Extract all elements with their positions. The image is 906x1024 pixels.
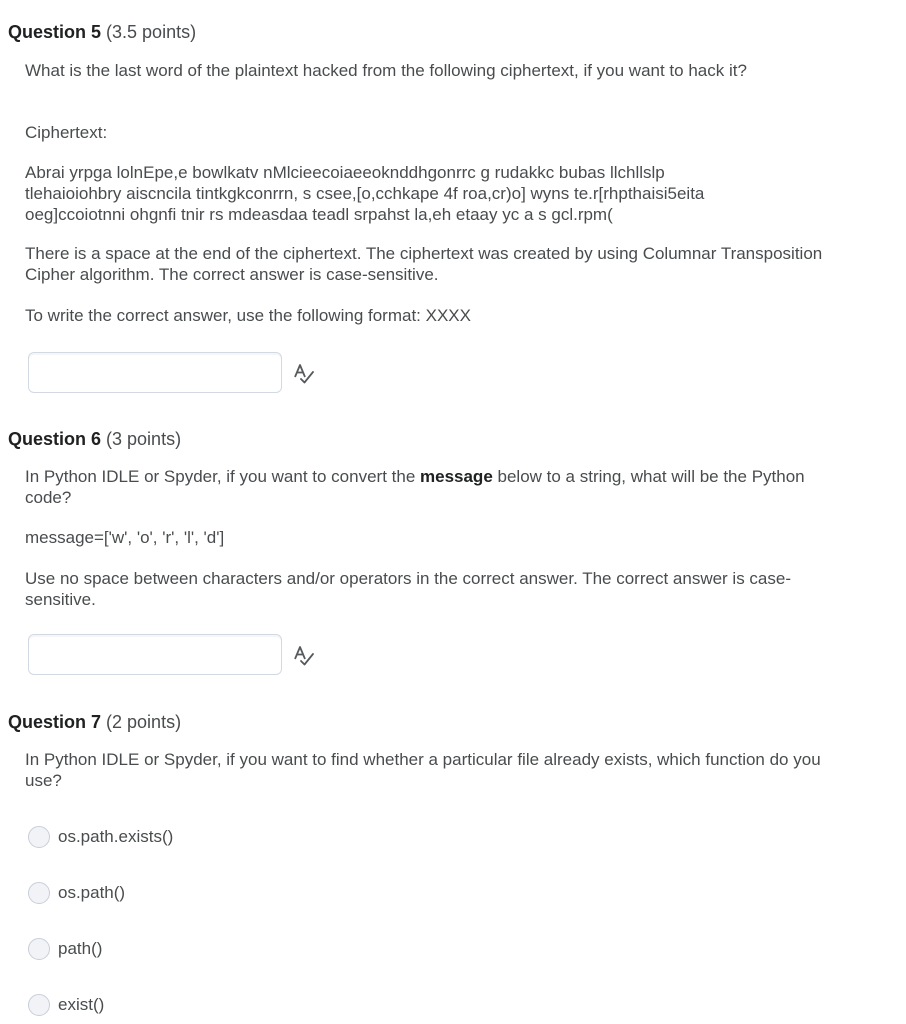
radio-button[interactable]: [28, 938, 50, 960]
option-label: exist(): [58, 995, 105, 1014]
question-label: Question 5: [8, 22, 102, 42]
option-path[interactable]: [28, 936, 102, 962]
question-5-prompt: What is the last word of the plaintext hacked from the following ciphertext, if you want to hack it?: [25, 61, 747, 80]
question-6-code: message=['w', 'o', 'r', 'l', 'd']: [25, 528, 225, 547]
question-5-format: To write the correct answer, use the following format: XXXX: [25, 306, 471, 325]
radio-button[interactable]: [28, 826, 50, 848]
ciphertext-line: oeg]ccoiotnni ohgnfi tnir rs mdeasdaa teadl srpahst la,eh etaay yc a s gcl.rpm(: [25, 205, 613, 224]
option-os-path[interactable]: [28, 880, 125, 906]
question-7-title: [8, 712, 181, 733]
question-points: (3 points): [106, 429, 182, 449]
spell-check-icon[interactable]: [290, 361, 316, 385]
question-points: (3.5 points): [106, 22, 197, 42]
radio-button[interactable]: [28, 882, 50, 904]
question-label: Question 6: [8, 429, 102, 449]
prompt-text: In Python IDLE or Spyder, if you want to convert the: [25, 467, 420, 486]
prompt-text: below to a string, what will be the Python code?: [25, 467, 805, 507]
option-exist[interactable]: [28, 992, 104, 1018]
question-6-title: [8, 429, 181, 450]
prompt-emphasis: message: [420, 467, 493, 486]
question-6-answer-input[interactable]: [28, 634, 282, 675]
option-label: os.path.exists(): [58, 827, 174, 846]
question-6-note: Use no space between characters and/or operators in the correct answer. The correct answer is case-sensitive.: [25, 569, 792, 609]
question-label: Question 7: [8, 712, 102, 732]
spell-check-icon[interactable]: [290, 643, 316, 667]
option-os-path-exists[interactable]: [28, 824, 173, 850]
radio-button[interactable]: [28, 994, 50, 1016]
question-points: (2 points): [106, 712, 182, 732]
question-6-prompt: [25, 466, 825, 508]
question-5-answer-input[interactable]: [28, 352, 282, 393]
question-5-note: There is a space at the end of the ciphertext. The ciphertext was created by using Columnar Transposition Cipher algorithm. The correct answer is case-sensitive.: [25, 244, 823, 284]
ciphertext-line: tlehaioiohbry aiscncila tintkgkconrrn, s csee,[o,cchkape 4f roa,cr)o] wyns te.r[rhpthaisi5eita: [25, 184, 705, 203]
option-label: path(): [58, 939, 103, 958]
question-7-prompt: In Python IDLE or Spyder, if you want to find whether a particular file already exists, which function do you use?: [25, 750, 821, 790]
ciphertext-block: [25, 162, 825, 225]
ciphertext-label: Ciphertext:: [25, 123, 108, 142]
ciphertext-line: Abrai yrpga lolnEpe,e bowlkatv nMlcieecoiaeeoknddhgonrrc g rudakkc bubas llchllslp: [25, 163, 665, 182]
question-5-title: [8, 22, 196, 43]
option-label: os.path(): [58, 883, 126, 902]
